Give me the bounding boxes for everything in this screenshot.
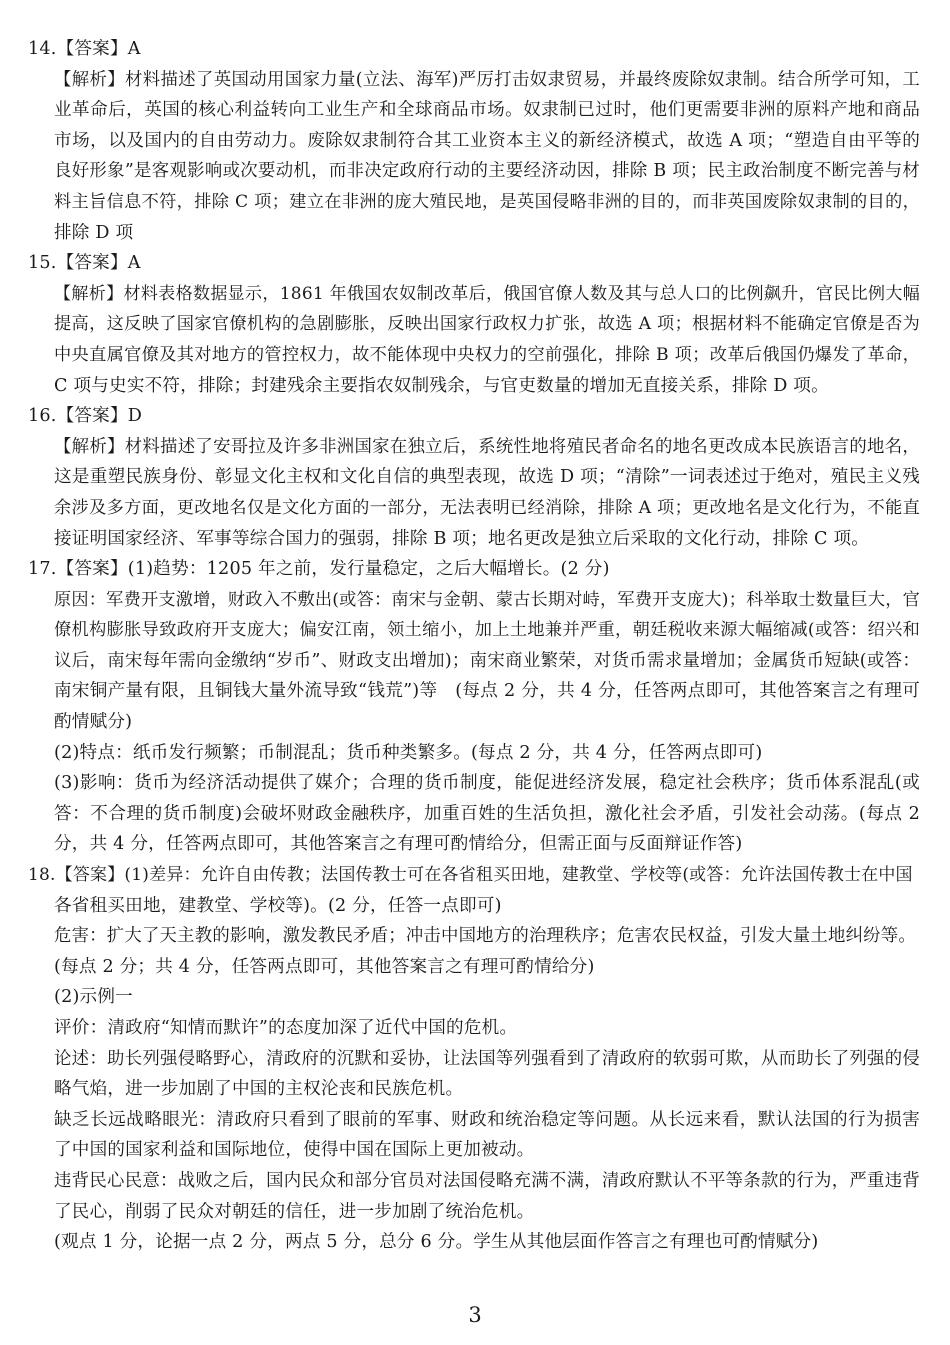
q18-popular-will-line-1: 违背民心民意：战败之后，国内民众和部分官员对法国侵略充满不满，清政府默认不平等条款的行为，严重违背	[54, 1170, 920, 1191]
q15-analysis-line-1: 【解析】材料表格数据显示，1861 年俄国农奴制改革后，俄国官僚人数及其与总人口的比例飙升，官民比例大幅	[54, 283, 920, 304]
q14-analysis-line-2: 业革命后，英国的核心利益转向工业生产和全球商品市场。奴隶制已过时，他们更需要非洲的原料产地和商品	[54, 100, 920, 121]
q16-analysis-line-1: 【解析】材料描述了安哥拉及许多非洲国家在独立后，系统性地将殖民者命名的地名更改成本民族语言的地名，	[54, 436, 920, 457]
answer-key-page	[28, 34, 920, 1258]
q18-harm-line-1: 危害：扩大了天主教的影响，激发教民矛盾；冲击中国地方的治理秩序；危害农民权益，引发大量土地纠纷等。	[54, 926, 916, 947]
q17-reason-line-1: 原因：军费开支激增，财政入不敷出(或答：南宋与金朝、蒙古长期对峙，军费开支庞大)；科举取士数量巨大，官	[54, 589, 920, 610]
q17-answer-trend: 17.【答案】(1)趋势：1205 年之前，发行量稳定，之后大幅增长。(2 分)	[28, 559, 610, 580]
q15-analysis-line-4: C 项与史实不符，排除；封建残余主要指农奴制残余，与官吏数量的增加无直接关系，排除 D 项。	[54, 375, 829, 396]
q17-reason-line-5: 酌情赋分)	[54, 712, 133, 733]
q18-example-heading: (2)示例一	[54, 987, 133, 1008]
q16-analysis-line-2: 这是重塑民族身份、彰显文化主权和文化自信的典型表现，故选 D 项；“清除”一词表述过于绝对，殖民主义残	[54, 467, 920, 488]
q18-answer-diff-line-1: 18.【答案】(1)差异：允许自由传教；法国传教士可在各省租买田地，建教堂、学校等(或答：允许法国传教士在中国	[28, 865, 913, 886]
q15-analysis-line-3: 中央直属官僚及其对地方的管控权力，故不能体现中央权力的空前强化，排除 B 项；改革后俄国仍爆发了革命，	[54, 344, 920, 365]
page-number: 3	[468, 1303, 482, 1327]
q14-analysis-line-5: 料主旨信息不符，排除 C 项；建立在非洲的庞大殖民地，是英国侵略非洲的目的，而非英国废除奴隶制的目的，	[54, 191, 920, 212]
q17-impact-line-3: 分，共 4 分，任答两点即可，其他答案言之有理可酌情给分，但需正面与反面辩证作答)	[54, 834, 743, 855]
q17-features: (2)特点：纸币发行频繁；币制混乱；货币种类繁多。(每点 2 分，共 4 分，任答两点即可)	[54, 742, 763, 763]
q16-answer: 16.【答案】D	[28, 406, 143, 427]
q17-impact-line-2: 答：不合理的货币制度)会破坏财政金融秩序，加重百姓的生活负担，激化社会矛盾，引发社会动荡。(每点 2	[54, 803, 920, 824]
q18-strategy-line-1: 缺乏长远战略眼光：清政府只看到了眼前的军事、财政和统治稳定等问题。从长远来看，默认法国的行为损害	[54, 1109, 920, 1130]
q15-analysis-line-2: 提高，这反映了国家官僚机构的急剧膨胀，反映出国家行政权力扩张，故选 A 项；根据材料不能确定官僚是否为	[54, 314, 920, 335]
q18-answer-diff-line-2: 各省租买田地，建教堂、学校等)。(2 分，任答一点即可)	[54, 895, 502, 916]
q15-answer: 15.【答案】A	[28, 253, 141, 274]
q18-scoring-note: (观点 1 分，论据一点 2 分，两点 5 分，总分 6 分。学生从其他层面作答言之有理也可酌情赋分)	[54, 1232, 819, 1253]
q16-analysis-line-4: 接证明国家经济、军事等综合国力的强弱，排除 B 项；地名更改是独立后采取的文化行动，排除 C 项。	[54, 528, 870, 549]
q17-reason-line-2: 僚机构膨胀导致政府开支庞大；偏安江南，领土缩小，加上土地兼并严重，朝廷税收来源大幅缩减(或答：绍兴和	[54, 620, 920, 641]
q18-strategy-line-2: 了中国的国家利益和国际地位，使得中国在国际上更加被动。	[54, 1140, 535, 1161]
q14-analysis-line-3: 市场，以及国内的自由劳动力。废除奴隶制符合其工业资本主义的新经济模式，故选 A 项；“塑造自由平等的	[54, 130, 920, 151]
q17-reason-line-3: 议后，南宋每年需向金缴纳“岁币”、财政支出增加)；南宋商业繁荣，对货币需求量增加；金属货币短缺(或答：	[54, 650, 920, 671]
q14-analysis-line-4: 良好形象”是客观影响或次要动机，而非决定政府行动的主要经济动因，排除 B 项；民主政治制度不断完善与材	[54, 161, 920, 182]
q18-argument-line-2: 略气焰，进一步加剧了中国的主权沦丧和民族危机。	[54, 1079, 464, 1100]
q17-reason-line-4: 南宋铜产量有限，且铜钱大量外流导致“钱荒”)等 (每点 2 分，共 4 分，任答两点即可，其他答案言之有理可	[54, 681, 920, 702]
q14-analysis-line-6: 排除 D 项	[54, 222, 134, 243]
q18-popular-will-line-2: 了民心，削弱了民众对朝廷的信任，进一步加剧了统治危机。	[54, 1201, 535, 1222]
q14-answer: 14.【答案】A	[28, 39, 141, 59]
q16-analysis-line-3: 余涉及多方面，更改地名仅是文化方面的一部分，无法表明已经消除，排除 A 项；更改地名是文化行为，不能直	[54, 497, 920, 518]
q18-evaluation: 评价：清政府“知情而默许”的态度加深了近代中国的危机。	[54, 1018, 518, 1038]
q17-impact-line-1: (3)影响：货币为经济活动提供了媒介；合理的货币制度，能促进经济发展，稳定社会秩序；货币体系混乱(或	[54, 773, 920, 794]
q14-analysis-line-1: 【解析】材料描述了英国动用国家力量(立法、海军)严厉打击奴隶贸易，并最终废除奴隶制。结合所学可知，工	[54, 69, 920, 90]
q18-harm-line-2: (每点 2 分；共 4 分，任答两点即可，其他答案言之有理可酌情给分)	[54, 956, 595, 977]
q18-argument-line-1: 论述：助长列强侵略野心，清政府的沉默和妥协，让法国等列强看到了清政府的软弱可欺，从而助长了列强的侵	[54, 1048, 920, 1069]
